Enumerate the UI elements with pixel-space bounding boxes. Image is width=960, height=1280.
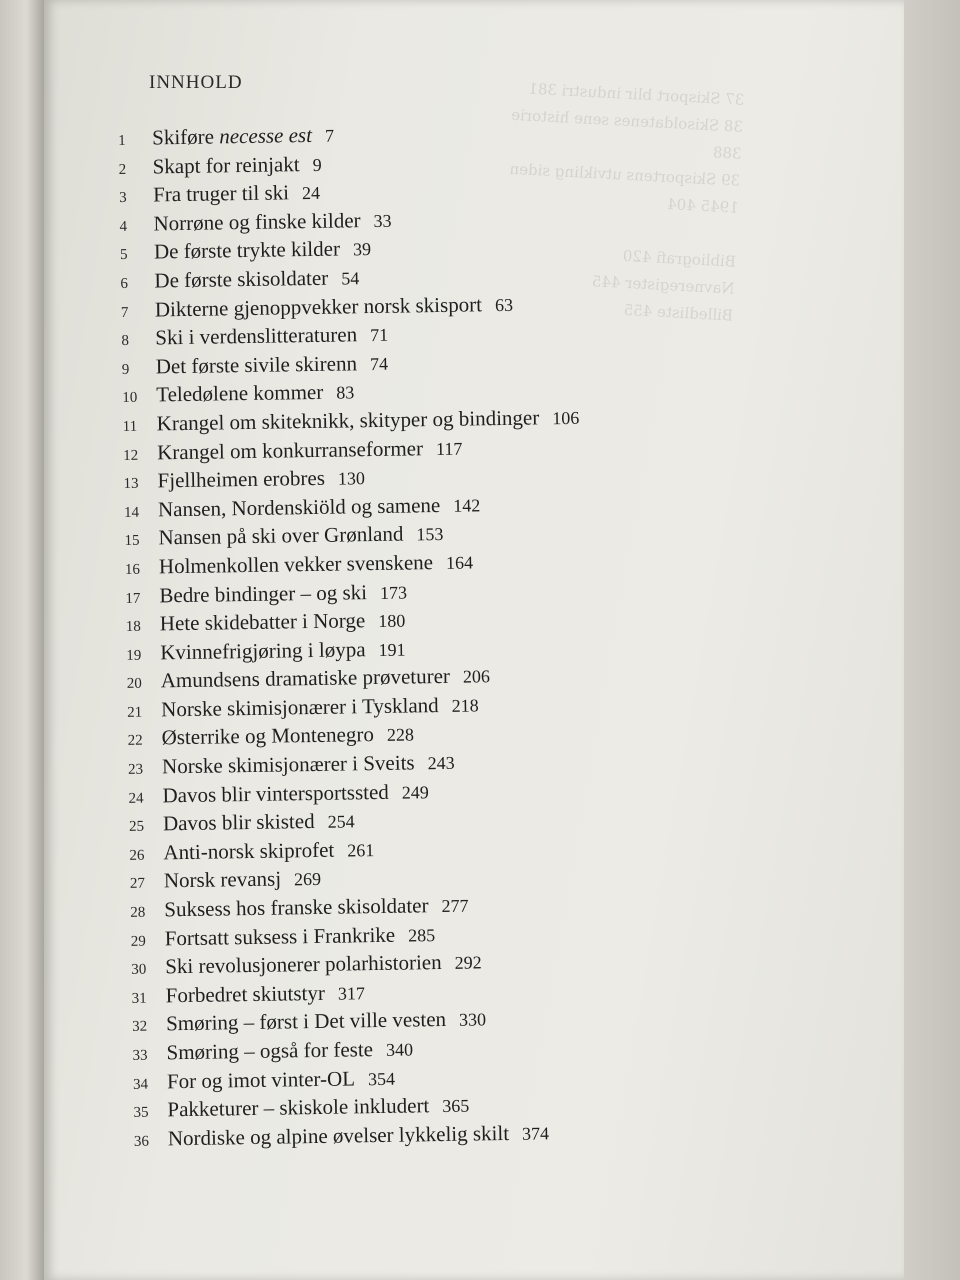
- chapter-number: 30: [131, 961, 147, 979]
- chapter-number: 29: [130, 933, 146, 950]
- page-number: 24: [301, 183, 321, 204]
- page-number: 269: [293, 869, 322, 890]
- chapter-number: 2: [118, 161, 127, 178]
- chapter-number: 33: [132, 1047, 148, 1064]
- page-number: 340: [385, 1039, 414, 1060]
- chapter-number: 18: [125, 618, 141, 636]
- page-number: 33: [373, 210, 392, 231]
- chapter-title: Anti-norsk skiprofet: [163, 837, 335, 865]
- chapter-title: Holmenkollen vekker svenskene: [158, 550, 434, 579]
- page-number: 317: [337, 983, 366, 1004]
- chapter-title: Ski i verdenslitteraturen: [155, 322, 358, 350]
- page-number: 106: [552, 407, 580, 429]
- page-number: 7: [324, 125, 335, 146]
- chapter-title: Dikterne gjenoppvekker norsk skisport: [154, 291, 483, 322]
- chapter-title: Nansen på ski over Grønland: [158, 521, 404, 550]
- page-number: 261: [347, 839, 375, 861]
- chapter-number: 20: [126, 675, 142, 693]
- page-number: 330: [458, 1009, 487, 1031]
- chapter-number: 15: [124, 533, 140, 550]
- chapter-number: 6: [120, 275, 129, 292]
- chapter-number: 34: [132, 1076, 149, 1093]
- chapter-title: Krangel om konkurranseformer: [156, 435, 424, 464]
- chapter-number: 9: [121, 361, 130, 378]
- chapter-title: Skapt for reinjakt: [152, 151, 300, 179]
- chapter-number: 36: [133, 1133, 150, 1150]
- chapter-number: 19: [126, 647, 142, 664]
- show-through-line: 39 Skisportens utvikling siden 1945 404: [509, 159, 741, 217]
- chapter-title: Ski revolusjonerer polarhistorien: [165, 950, 442, 979]
- show-through-line: 38 Skisoldatenes sene historie 388: [510, 105, 744, 163]
- chapter-title: Smøring – først i Det ville vesten: [165, 1007, 447, 1036]
- page-number: 9: [312, 154, 322, 175]
- chapter-number: 8: [121, 333, 130, 350]
- page-number: 249: [401, 781, 429, 803]
- page-number: 292: [454, 952, 482, 974]
- chapter-number: 27: [129, 876, 146, 893]
- facing-page-edge: [0, 0, 44, 1280]
- chapter-number: 24: [128, 790, 144, 807]
- show-through-line: Navneregister 445: [591, 272, 735, 298]
- page-number: 254: [327, 811, 355, 833]
- page-number: 365: [442, 1095, 470, 1117]
- chapter-number: 31: [131, 990, 147, 1007]
- chapter-number: 25: [128, 818, 145, 836]
- page-number: 354: [367, 1068, 396, 1089]
- chapter-number: 16: [124, 561, 141, 578]
- page-number: 218: [451, 695, 479, 716]
- chapter-title: Norrøne og finske kilder: [153, 207, 361, 236]
- chapter-number: 1: [118, 132, 126, 149]
- chapter-number: 10: [122, 390, 138, 407]
- show-through-line: Billedliste 455: [623, 300, 734, 325]
- chapter-title-italic: necesse est: [219, 122, 313, 149]
- chapter-number: 23: [127, 761, 144, 778]
- chapter-title: Bedre bindinger – og ski: [159, 579, 368, 607]
- chapter-title: For og imot vinter-OL: [166, 1065, 356, 1093]
- chapter-number: 32: [132, 1019, 148, 1036]
- chapter-number: 7: [120, 304, 129, 321]
- page-number: 83: [336, 382, 355, 403]
- chapter-number: 21: [127, 704, 143, 721]
- chapter-title: Norske skimisjonærer i Sveits: [161, 750, 415, 779]
- page-number: 54: [341, 268, 360, 289]
- chapter-title: Forbedret skiutstyr: [165, 980, 326, 1008]
- chapter-title: Norske skimisjonærer i Tyskland: [160, 692, 439, 722]
- chapter-number: 13: [123, 475, 139, 493]
- page-number: 191: [378, 639, 406, 660]
- chapter-title: Hete skidebatter i Norge: [159, 608, 366, 636]
- chapter-number: 17: [125, 590, 141, 607]
- chapter-number: 4: [119, 218, 128, 235]
- chapter-number: 12: [123, 447, 139, 464]
- chapter-title: Smøring – også for feste: [166, 1037, 374, 1065]
- chapter-title: Pakketurer – skiskole inkludert: [167, 1093, 430, 1122]
- chapter-title: Nansen, Nordenskiöld og samene: [157, 492, 441, 522]
- chapter-number: 5: [119, 247, 128, 264]
- page-number: 164: [445, 552, 474, 573]
- chapter-title: Det første sivile skirenn: [155, 351, 358, 379]
- chapter-number: 3: [119, 190, 127, 207]
- page-number: 153: [416, 524, 444, 545]
- page-number: 71: [369, 324, 389, 346]
- chapter-title: Nordiske og alpine øvelser lykkelig skilt: [167, 1120, 510, 1151]
- page-number: 243: [427, 752, 455, 774]
- page-number: 173: [379, 582, 408, 603]
- chapter-title: De første trykte kilder: [153, 236, 341, 264]
- chapter-number: 11: [122, 418, 138, 435]
- chapter-title: Fortsatt suksess i Frankrike: [164, 922, 396, 950]
- page-number: 228: [386, 724, 415, 746]
- chapter-title: Fra truger til ski: [152, 180, 290, 207]
- page-number: 285: [407, 924, 436, 946]
- chapter-number: 14: [123, 504, 140, 521]
- chapter-number: 22: [127, 733, 143, 750]
- chapter-title: Fjellheimen erobres: [157, 465, 326, 493]
- page-number: 117: [435, 438, 463, 459]
- page-number: 206: [462, 666, 491, 687]
- chapter-number: 26: [129, 847, 145, 864]
- contents-heading: INNHOLD: [149, 72, 243, 93]
- chapter-number: 35: [133, 1104, 149, 1122]
- chapter-title: Norsk revansj: [163, 866, 282, 893]
- chapter-title: Østerrike og Montenegro: [161, 722, 375, 750]
- chapter-number: 28: [130, 904, 146, 921]
- page-stack-edge: [904, 0, 960, 1280]
- show-through-line: Bibliografi 420: [622, 246, 737, 271]
- chapter-title: Kvinnefrigjøring i løypa: [160, 636, 366, 665]
- chapter-title: Amundsens dramatiske prøveturer: [160, 664, 451, 693]
- page-number: 142: [453, 495, 481, 516]
- chapter-title: [152, 123, 312, 151]
- page-number: 180: [378, 610, 406, 632]
- show-through-line: 37 Skisport blir industri 381: [527, 79, 745, 109]
- table-of-contents: [118, 117, 694, 1155]
- chapter-title-plain: Skiføre: [151, 124, 220, 150]
- page-number: 74: [369, 353, 389, 374]
- page-number: 277: [441, 895, 469, 917]
- chapter-title: Davos blir skisted: [162, 809, 315, 836]
- page-number: 130: [337, 468, 366, 489]
- chapter-title: Teledølene kommer: [156, 380, 324, 407]
- chapter-title: Krangel om skiteknikk, skityper og bindinger: [156, 405, 540, 436]
- chapter-title: Davos blir vintersportssted: [162, 779, 389, 808]
- chapter-title: Suksess hos franske skisoldater: [164, 893, 429, 922]
- page-number: 39: [352, 239, 372, 260]
- chapter-title: De første skisoldater: [154, 265, 329, 293]
- page-number: 374: [521, 1123, 550, 1144]
- page-number: 63: [494, 294, 514, 315]
